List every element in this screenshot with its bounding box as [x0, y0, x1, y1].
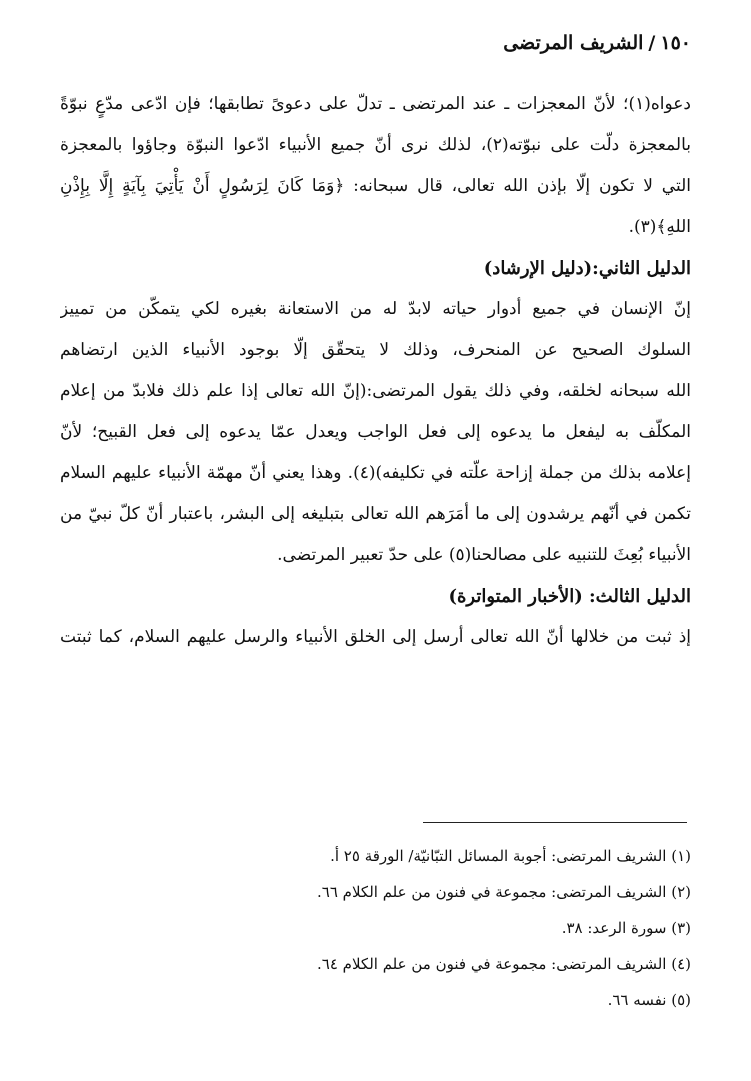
footnote: (١) الشريف المرتضى: أجوبة المسائل التبّانيّة/ الورقة ٢٥ أ.	[330, 847, 691, 865]
footnote: (٤) الشريف المرتضى: مجموعة في فنون من علم الكلام ٦٤.	[317, 955, 691, 973]
main-text	[60, 84, 691, 658]
footnote: (٣) سورة الرعد: ٣٨.	[561, 919, 691, 937]
page-number: ١٥٠	[660, 32, 691, 54]
text-line: اللهِ﴾(٣).	[628, 217, 691, 237]
header-separator: /	[648, 32, 656, 54]
page-header	[503, 32, 691, 54]
running-title: الشريف المرتضى	[503, 32, 644, 54]
footnote: (٥) نفسه ٦٦.	[607, 991, 691, 1009]
text-line: الله سبحانه لخلقه، وفي ذلك يقول المرتضى:(إنّ الله تعالى إذا علم ذلك فلابدّ من إعلام	[60, 381, 691, 401]
text-line: إذ ثبت من خلالها أنّ الله تعالى أرسل إلى الخلق الأنبياء والرسل عليهم السلام، كما ثبتت	[60, 627, 691, 647]
footnotes	[60, 838, 691, 1018]
section-heading-third-proof: الدليل الثالث: (الأخبار المتواترة)	[448, 586, 691, 607]
text-line: السلوك الصحيح عن المنحرف، وذلك لا يتحقّق إلّا بوجود الأنبياء الذين ارتضاهم	[60, 340, 691, 360]
text-line: إنّ الإنسان في جميع أدوار حياته لابدّ له من الاستعانة بغيره لكي يتمكّن من تمييز	[60, 299, 691, 319]
text-line: المكلّف به ليفعل ما يدعوه إلى فعل الواجب ويعدل عمّا يدعوه إلى فعل القبيح؛ لأنّ	[60, 422, 691, 442]
footnote-divider	[423, 822, 687, 823]
text-line: بالمعجزة دلّت على نبوّته(٢)، لذلك نرى أنّ جميع الأنبياء ادّعوا النبوّة وجاؤوا بالمعجزة	[60, 135, 691, 155]
text-line: دعواه(١)؛ لأنّ المعجزات ـ عند المرتضى ـ تدلّ على دعوىً تطابقها؛ فإن ادّعى مدّعٍ نبوّةً	[60, 94, 691, 114]
footnote: (٢) الشريف المرتضى: مجموعة في فنون من علم الكلام ٦٦.	[317, 883, 691, 901]
text-line: الأنبياء بُعِثَ للتنبيه على مصالحنا(٥) على حدّ تعبير المرتضى.	[277, 545, 691, 565]
text-line: تكمن في أنّهم يرشدون إلى ما أمَرَهم الله تعالى بتبليغه إلى البشر، باعتبار أنّ كلّ نبيّ من	[60, 504, 691, 524]
section-heading-second-proof: الدليل الثاني:(دليل الإرشاد)	[483, 258, 691, 279]
text-line: التي لا تكون إلّا بإذن الله تعالى، قال سبحانه: ﴿وَمَا كَانَ لِرَسُولٍ أَنْ يَأْتِيَ بِآيَةٍ إِلَّا بِإِذْنِ	[60, 176, 691, 196]
text-line: إعلامه بذلك من جملة إزاحة علّته في تكليفه)(٤). وهذا يعني أنّ مهمّة الأنبياء عليهم السلام	[60, 463, 691, 483]
